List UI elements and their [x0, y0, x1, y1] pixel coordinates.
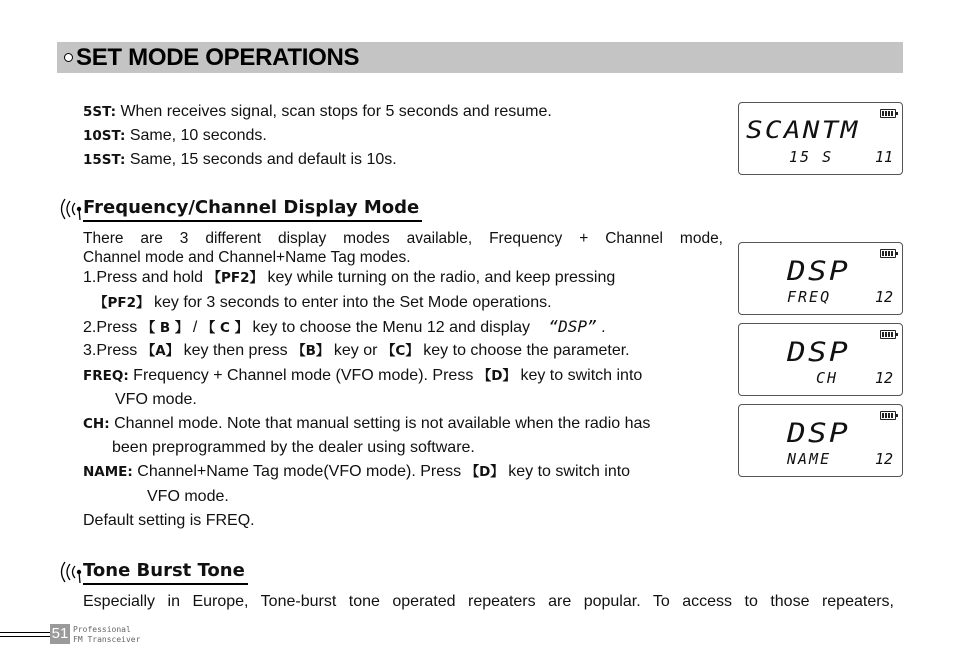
option-freq-line-2: VFO mode.	[115, 391, 197, 408]
lcd-sub-text: CH	[816, 369, 839, 387]
key-label-b: 【 B 】	[141, 320, 189, 336]
step-text: key while turning on the radio, and keep pressing	[267, 269, 616, 286]
intro-line-1: There are 3 different display modes available, Frequency + Channel mode,	[83, 230, 723, 247]
key-label-pf2: 【PF2】	[207, 270, 264, 286]
lcd-sub-text: 15 S	[789, 148, 834, 166]
key-label-d: 【D】	[465, 464, 504, 480]
bullet-icon	[64, 53, 73, 62]
option-key: 10ST:	[83, 128, 126, 144]
option-name-line-2: VFO mode.	[147, 488, 229, 505]
step-text: key or	[333, 342, 378, 359]
option-ch-line-2: been preprogrammed by the dealer using software.	[112, 439, 475, 456]
option-text: key to switch into	[520, 367, 643, 384]
step-text: 3.Press	[83, 342, 138, 359]
footer-label-line-2: FM Transceiver	[73, 635, 141, 644]
section-heading-text: Tone Burst Tone	[83, 560, 248, 585]
scan-option-10st	[83, 126, 267, 146]
page-title: SET MODE OPERATIONS	[76, 44, 360, 71]
step-text: .	[601, 319, 606, 336]
intro-line-2: Channel mode and Channel+Name Tag modes.	[83, 249, 411, 266]
step-text: key to choose the parameter.	[423, 342, 630, 359]
separator: /	[192, 319, 198, 336]
option-freq-line-1	[83, 366, 642, 386]
footer-label-line-1: Professional	[73, 625, 131, 634]
lcd-main-text: DSP	[787, 256, 850, 287]
section-heading-text: Frequency/Channel Display Mode	[83, 197, 422, 222]
lcd-sub-text: FREQ	[787, 288, 832, 306]
battery-icon	[880, 249, 896, 258]
scan-option-5st	[83, 102, 552, 122]
radio-waves-icon	[57, 559, 83, 585]
option-key: FREQ:	[83, 368, 129, 384]
section-heading-tone-burst	[57, 559, 248, 585]
step-text: key to choose the Menu 12 and display	[252, 319, 531, 336]
option-text: Frequency + Channel mode (VFO mode). Press	[133, 367, 474, 384]
lcd-display-freq	[738, 242, 903, 315]
radio-waves-icon	[57, 196, 83, 222]
key-label-d: 【D】	[477, 368, 516, 384]
option-key: 15ST:	[83, 152, 126, 168]
option-name-line-1	[83, 462, 630, 482]
step-3-line	[83, 341, 630, 361]
default-setting: Default setting is FREQ.	[83, 512, 255, 529]
option-key: CH:	[83, 416, 110, 432]
section-title-bar	[57, 42, 903, 73]
key-label-pf2: 【PF2】	[94, 295, 150, 311]
section-heading-display-mode	[57, 196, 422, 222]
key-label-a: 【A】	[141, 343, 180, 359]
option-key: 5ST:	[83, 104, 116, 120]
option-ch-line-1	[83, 414, 650, 434]
option-key: NAME:	[83, 464, 133, 480]
step-text: key for 3 seconds to enter into the Set Mode operations.	[153, 294, 552, 311]
step-text: 2.Press	[83, 319, 138, 336]
lcd-menu-number: 12	[874, 450, 893, 468]
lcd-display-name	[738, 404, 903, 477]
lcd-main-text: SCANTM	[746, 116, 860, 144]
option-text: Same, 10 seconds.	[129, 127, 267, 144]
lcd-display-text: “DSP”	[548, 317, 597, 336]
lcd-menu-number: 12	[874, 288, 893, 306]
key-label-c: 【C】	[381, 343, 419, 359]
option-text: Same, 15 seconds and default is 10s.	[129, 151, 397, 168]
option-text: Channel mode. Note that manual setting is not available when the radio has	[114, 415, 651, 432]
option-text: Channel+Name Tag mode(VFO mode). Press	[137, 463, 462, 480]
footer-rule	[0, 636, 50, 637]
option-text: key to switch into	[508, 463, 631, 480]
lcd-menu-number: 11	[874, 148, 893, 166]
key-label-c: 【 C 】	[201, 320, 249, 336]
step-text: key then press	[183, 342, 288, 359]
key-label-b: 【B】	[292, 343, 330, 359]
battery-icon	[880, 109, 896, 118]
lcd-display-ch	[738, 323, 903, 396]
lcd-main-text: DSP	[787, 337, 850, 368]
step-text: 1.Press and hold	[83, 269, 204, 286]
page-number: 51	[51, 625, 69, 642]
battery-icon	[880, 330, 896, 339]
lcd-menu-number: 12	[874, 369, 893, 387]
lcd-main-text: DSP	[787, 418, 850, 449]
option-text: When receives signal, scan stops for 5 seconds and resume.	[120, 103, 552, 120]
step-1-line-1	[83, 268, 615, 288]
step-2-line	[83, 317, 606, 338]
footer-rule	[0, 632, 50, 633]
tone-burst-text: Especially in Europe, Tone-burst tone operated repeaters are popular. To access to those repeaters,	[83, 593, 894, 610]
lcd-display-scan	[738, 102, 903, 175]
battery-icon	[880, 411, 896, 420]
lcd-sub-text: NAME	[787, 450, 832, 468]
step-1-line-2	[94, 293, 552, 313]
scan-option-15st	[83, 150, 397, 170]
